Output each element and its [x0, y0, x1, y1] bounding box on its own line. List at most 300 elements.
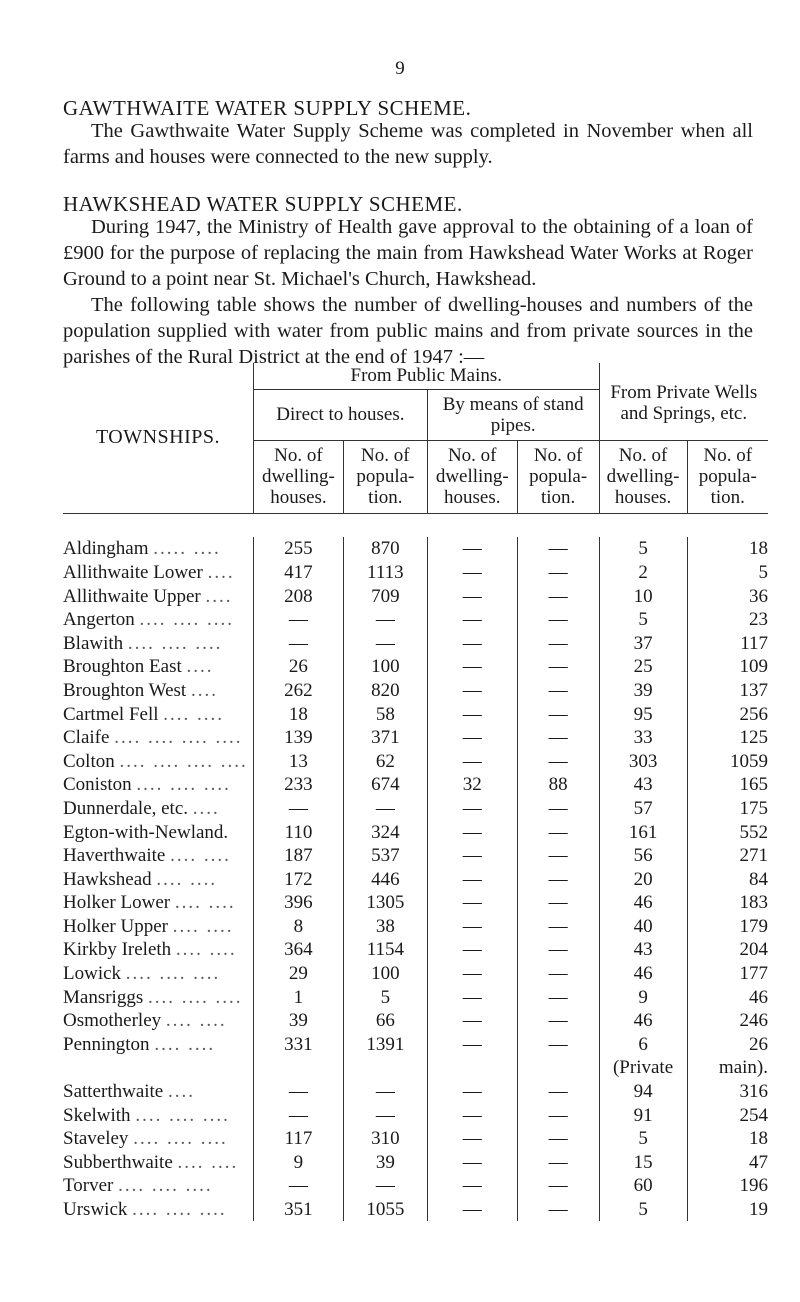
standpipe-dwellings-cell: — — [427, 915, 517, 939]
township-name: Allithwaite Lower — [63, 561, 203, 583]
township-cell — [63, 749, 253, 773]
private-dwellings-cell: 95 — [599, 702, 687, 726]
township-name: Osmotherley — [63, 1010, 162, 1032]
private-population-cell: 271 — [687, 844, 768, 868]
standpipe-dwellings-cell: — — [427, 1033, 517, 1057]
leader-dots: .... .... .... — [135, 1104, 230, 1126]
direct-dwellings-cell: 396 — [253, 891, 343, 915]
standpipe-population-cell: — — [517, 537, 599, 561]
table-row — [63, 679, 768, 703]
table-row — [63, 537, 768, 561]
direct-dwellings-cell: 187 — [253, 844, 343, 868]
direct-dwellings-cell: 262 — [253, 679, 343, 703]
standpipe-dwellings-cell: 32 — [427, 773, 517, 797]
direct-population-cell: 5 — [343, 985, 427, 1009]
standpipe-dwellings-header: No. of dwelling-houses. — [427, 440, 517, 513]
private-dwellings-header: No. of dwelling-houses. — [599, 440, 687, 513]
direct-population-cell: 1154 — [343, 938, 427, 962]
leader-dots: .... .... .... — [139, 609, 235, 631]
standpipe-dwellings-cell: — — [427, 1174, 517, 1198]
gawthwaite-text: The Gawthwaite Water Supply Scheme was completed in November when all farms and houses were connected to the new supply. — [63, 120, 753, 168]
table-row — [63, 1033, 768, 1057]
township-cell — [63, 1009, 253, 1033]
township-cell — [63, 985, 253, 1009]
township-cell — [63, 1127, 253, 1151]
direct-population-cell: 674 — [343, 773, 427, 797]
direct-dwellings-cell: 364 — [253, 938, 343, 962]
township-name: Egton-with-Newland. — [63, 821, 229, 843]
direct-dwellings-cell: — — [253, 1080, 343, 1104]
private-dwellings-cell: 5 — [599, 1127, 687, 1151]
private-population-cell: 5 — [687, 561, 768, 585]
table-row — [63, 726, 768, 750]
direct-population-cell: — — [343, 1080, 427, 1104]
township-cell — [63, 773, 253, 797]
pennington-note-row — [63, 1056, 768, 1080]
direct-dwellings-cell: 255 — [253, 537, 343, 561]
table-row — [63, 1198, 768, 1222]
standpipe-population-cell: — — [517, 985, 599, 1009]
leader-dots: .... — [190, 679, 218, 701]
direct-dwellings-cell: 208 — [253, 584, 343, 608]
table-row — [63, 1127, 768, 1151]
direct-dwellings-header: No. of dwelling-houses. — [253, 440, 343, 513]
direct-dwellings-cell: 172 — [253, 867, 343, 891]
direct-dwellings-cell: — — [253, 1103, 343, 1127]
private-population-cell: 316 — [687, 1080, 768, 1104]
township-cell — [63, 726, 253, 750]
standpipe-population-cell: — — [517, 655, 599, 679]
standpipe-population-cell: — — [517, 797, 599, 821]
gawthwaite-heading: GAWTHWAITE WATER SUPPLY SCHEME. — [63, 96, 472, 120]
township-cell — [63, 561, 253, 585]
standpipe-dwellings-cell: — — [427, 655, 517, 679]
private-population-cell: 109 — [687, 655, 768, 679]
direct-population-cell: 1305 — [343, 891, 427, 915]
leader-dots: .... .... — [174, 892, 236, 914]
direct-population-cell: 709 — [343, 584, 427, 608]
township-name: Colton — [63, 750, 115, 772]
standpipe-dwellings-cell: — — [427, 1151, 517, 1175]
leader-dots: .... — [205, 585, 233, 607]
leader-dots: ..... .... — [153, 538, 221, 560]
table-row — [63, 820, 768, 844]
direct-dwellings-cell: 331 — [253, 1033, 343, 1057]
township-name: Kirkby Ireleth — [63, 939, 172, 961]
direct-population-cell: 324 — [343, 820, 427, 844]
table-row — [63, 773, 768, 797]
private-dwellings-cell: 46 — [599, 891, 687, 915]
leader-dots: .... — [168, 1081, 195, 1103]
standpipe-dwellings-cell: — — [427, 1198, 517, 1222]
stand-pipes-header: By means of stand pipes. — [427, 389, 599, 440]
private-population-cell: 26 — [687, 1033, 768, 1057]
direct-population-cell: 1391 — [343, 1033, 427, 1057]
township-name: Staveley — [63, 1128, 129, 1150]
standpipe-population-cell: — — [517, 938, 599, 962]
township-cell — [63, 1174, 253, 1198]
direct-dwellings-cell: 18 — [253, 702, 343, 726]
leader-dots: .... — [186, 656, 214, 678]
private-population-cell: 256 — [687, 702, 768, 726]
leader-dots: .... .... — [170, 845, 231, 867]
table-row — [63, 561, 768, 585]
direct-population-cell: 371 — [343, 726, 427, 750]
private-dwellings-cell: 6 — [599, 1033, 687, 1057]
table-row — [63, 1174, 768, 1198]
township-cell — [63, 631, 253, 655]
standpipe-population-cell: — — [517, 608, 599, 632]
township-cell — [63, 537, 253, 561]
public-mains-header: From Public Mains. — [253, 363, 599, 389]
standpipe-population-cell: — — [517, 702, 599, 726]
leader-dots: .... .... .... — [136, 774, 231, 796]
township-cell — [63, 584, 253, 608]
private-dwellings-cell: 25 — [599, 655, 687, 679]
private-dwellings-cell: 303 — [599, 749, 687, 773]
township-cell — [63, 1033, 253, 1057]
private-population-header: No. of popula-tion. — [687, 440, 768, 513]
private-dwellings-cell: 43 — [599, 773, 687, 797]
direct-dwellings-cell: 233 — [253, 773, 343, 797]
township-name: Skelwith — [63, 1104, 131, 1126]
township-name: Subberthwaite — [63, 1151, 173, 1173]
leader-dots: .... .... — [156, 868, 218, 890]
table-row — [63, 797, 768, 821]
direct-population-cell: 39 — [343, 1151, 427, 1175]
direct-population-header: No. of popula-tion. — [343, 440, 427, 513]
private-population-cell: 125 — [687, 726, 768, 750]
table-row — [63, 655, 768, 679]
private-sources-header: From Private Wells and Springs, etc. — [599, 363, 768, 440]
standpipe-population-cell: — — [517, 820, 599, 844]
private-dwellings-cell: 60 — [599, 1174, 687, 1198]
township-name: Mansriggs — [63, 986, 144, 1008]
direct-dwellings-cell: 39 — [253, 1009, 343, 1033]
table-intro-paragraph — [63, 292, 753, 370]
direct-population-cell: 58 — [343, 702, 427, 726]
township-cell — [63, 1103, 253, 1127]
direct-population-cell: 1113 — [343, 561, 427, 585]
private-population-cell: 204 — [687, 938, 768, 962]
standpipe-dwellings-cell: — — [427, 1127, 517, 1151]
direct-dwellings-cell: 1 — [253, 985, 343, 1009]
private-dwellings-cell: 94 — [599, 1080, 687, 1104]
standpipe-dwellings-cell: — — [427, 891, 517, 915]
direct-dwellings-cell: — — [253, 608, 343, 632]
leader-dots: .... .... — [154, 1033, 216, 1055]
standpipe-population-cell: 88 — [517, 773, 599, 797]
standpipe-population-cell: — — [517, 1198, 599, 1222]
direct-dwellings-cell: 117 — [253, 1127, 343, 1151]
standpipe-population-cell: — — [517, 631, 599, 655]
direct-population-cell: 38 — [343, 915, 427, 939]
private-population-cell: 246 — [687, 1009, 768, 1033]
direct-dwellings-cell: 13 — [253, 749, 343, 773]
standpipe-dwellings-cell: — — [427, 867, 517, 891]
township-name: Pennington — [63, 1033, 150, 1055]
township-cell — [63, 702, 253, 726]
table-row — [63, 1151, 768, 1175]
townships-header: TOWNSHIPS. — [63, 363, 253, 513]
private-population-cell: 137 — [687, 679, 768, 703]
private-dwellings-cell: 56 — [599, 844, 687, 868]
private-dwellings-cell: 10 — [599, 584, 687, 608]
standpipe-dwellings-cell: — — [427, 608, 517, 632]
direct-population-cell: 820 — [343, 679, 427, 703]
standpipe-population-cell: — — [517, 679, 599, 703]
township-cell — [63, 1151, 253, 1175]
private-population-cell: 18 — [687, 537, 768, 561]
standpipe-population-cell: — — [517, 962, 599, 986]
standpipe-dwellings-cell: — — [427, 1009, 517, 1033]
private-dwellings-cell: 37 — [599, 631, 687, 655]
direct-population-cell: — — [343, 631, 427, 655]
direct-dwellings-cell: 110 — [253, 820, 343, 844]
township-cell — [63, 891, 253, 915]
township-cell — [63, 938, 253, 962]
table-row — [63, 1009, 768, 1033]
table-row — [63, 1080, 768, 1104]
gawthwaite-paragraph — [63, 118, 753, 170]
township-cell — [63, 797, 253, 821]
private-population-cell: 23 — [687, 608, 768, 632]
direct-dwellings-cell: 8 — [253, 915, 343, 939]
township-cell — [63, 679, 253, 703]
direct-population-cell: 62 — [343, 749, 427, 773]
private-dwellings-cell: 33 — [599, 726, 687, 750]
standpipe-population-cell: — — [517, 1127, 599, 1151]
table-row — [63, 1103, 768, 1127]
township-name: Angerton — [63, 609, 135, 631]
direct-dwellings-cell: — — [253, 631, 343, 655]
private-dwellings-cell: 5 — [599, 1198, 687, 1222]
direct-population-cell: 537 — [343, 844, 427, 868]
standpipe-dwellings-cell: — — [427, 985, 517, 1009]
township-name: Coniston — [63, 774, 132, 796]
direct-dwellings-cell: — — [253, 797, 343, 821]
leader-dots: .... — [192, 797, 220, 819]
standpipe-population-cell: — — [517, 1080, 599, 1104]
water-supply-table — [63, 363, 768, 1221]
standpipe-population-cell: — — [517, 1103, 599, 1127]
standpipe-dwellings-cell: — — [427, 797, 517, 821]
private-dwellings-cell: 5 — [599, 537, 687, 561]
private-dwellings-cell: 57 — [599, 797, 687, 821]
direct-dwellings-cell: — — [253, 1174, 343, 1198]
township-cell — [63, 1198, 253, 1222]
private-population-cell: 1059 — [687, 749, 768, 773]
table-row — [63, 962, 768, 986]
direct-population-cell: 1055 — [343, 1198, 427, 1222]
township-name: Holker Lower — [63, 892, 171, 914]
standpipe-population-cell: — — [517, 915, 599, 939]
direct-population-cell: 100 — [343, 655, 427, 679]
pennington-note-b: main). — [687, 1056, 768, 1080]
township-name: Satterthwaite — [63, 1081, 164, 1103]
township-name: Haverthwaite — [63, 845, 166, 867]
township-name: Holker Upper — [63, 915, 168, 937]
leader-dots: .... .... .... — [133, 1128, 228, 1150]
private-dwellings-cell: 5 — [599, 608, 687, 632]
hawkshead-heading: HAWKSHEAD WATER SUPPLY SCHEME. — [63, 192, 463, 216]
standpipe-dwellings-cell: — — [427, 679, 517, 703]
private-population-cell: 46 — [687, 985, 768, 1009]
direct-dwellings-cell: 351 — [253, 1198, 343, 1222]
township-name: Allithwaite Upper — [63, 585, 201, 607]
table-row — [63, 985, 768, 1009]
township-name: Blawith — [63, 632, 124, 654]
private-population-cell: 175 — [687, 797, 768, 821]
township-cell — [63, 962, 253, 986]
standpipe-population-cell: — — [517, 1151, 599, 1175]
standpipe-dwellings-cell: — — [427, 631, 517, 655]
leader-dots: .... .... .... .... — [114, 727, 243, 749]
table-intro-text: The following table shows the number of dwelling-houses and numbers of the population supplied with water from public mains and from private sources in the parishes of the Rural District at the end of 1947 :— — [63, 294, 753, 368]
standpipe-population-cell: — — [517, 844, 599, 868]
standpipe-population-cell: — — [517, 749, 599, 773]
leader-dots: .... .... — [177, 1151, 239, 1173]
private-dwellings-cell: 43 — [599, 938, 687, 962]
leader-dots: .... .... .... .... — [119, 750, 248, 772]
private-population-cell: 117 — [687, 631, 768, 655]
township-name: Hawkshead — [63, 868, 152, 890]
private-population-cell: 19 — [687, 1198, 768, 1222]
township-name: Torver — [63, 1175, 114, 1197]
page-number: 9 — [395, 58, 405, 79]
standpipe-population-cell: — — [517, 1174, 599, 1198]
leader-dots: .... .... — [163, 703, 225, 725]
standpipe-population-cell: — — [517, 584, 599, 608]
table-row — [63, 844, 768, 868]
private-population-cell: 18 — [687, 1127, 768, 1151]
private-dwellings-cell: 161 — [599, 820, 687, 844]
standpipe-population-cell: — — [517, 561, 599, 585]
standpipe-population-cell: — — [517, 1009, 599, 1033]
private-population-cell: 552 — [687, 820, 768, 844]
standpipe-dwellings-cell: — — [427, 1103, 517, 1127]
private-dwellings-cell: 91 — [599, 1103, 687, 1127]
leader-dots: .... .... — [165, 1010, 227, 1032]
table-row — [63, 867, 768, 891]
leader-dots: .... .... .... — [127, 632, 223, 654]
leader-dots: .... .... — [175, 939, 237, 961]
township-name: Aldingham — [63, 538, 149, 560]
private-population-cell: 47 — [687, 1151, 768, 1175]
private-dwellings-cell: 40 — [599, 915, 687, 939]
township-cell — [63, 844, 253, 868]
direct-population-cell: — — [343, 1174, 427, 1198]
table-row — [63, 891, 768, 915]
direct-dwellings-cell: 417 — [253, 561, 343, 585]
table-row — [63, 749, 768, 773]
township-name: Broughton East — [63, 656, 182, 678]
direct-population-cell: 100 — [343, 962, 427, 986]
standpipe-dwellings-cell: — — [427, 938, 517, 962]
direct-dwellings-cell: 9 — [253, 1151, 343, 1175]
standpipe-dwellings-cell: — — [427, 702, 517, 726]
standpipe-dwellings-cell: — — [427, 584, 517, 608]
township-cell — [63, 655, 253, 679]
private-dwellings-cell: 9 — [599, 985, 687, 1009]
private-population-cell: 179 — [687, 915, 768, 939]
township-name: Cartmel Fell — [63, 703, 159, 725]
township-name: Claife — [63, 727, 110, 749]
private-population-cell: 183 — [687, 891, 768, 915]
direct-population-cell: 66 — [343, 1009, 427, 1033]
private-population-cell: 254 — [687, 1103, 768, 1127]
table-row — [63, 702, 768, 726]
table-body — [63, 513, 768, 1221]
standpipe-dwellings-cell: — — [427, 820, 517, 844]
table-row — [63, 631, 768, 655]
direct-dwellings-cell: 29 — [253, 962, 343, 986]
direct-population-cell: — — [343, 608, 427, 632]
leader-dots: .... — [207, 561, 235, 583]
hawkshead-paragraph — [63, 214, 753, 292]
township-name: Lowick — [63, 963, 122, 985]
table-row — [63, 608, 768, 632]
township-name: Dunnerdale, etc. — [63, 797, 189, 819]
township-cell — [63, 867, 253, 891]
private-dwellings-cell: 46 — [599, 962, 687, 986]
direct-dwellings-cell: 26 — [253, 655, 343, 679]
direct-population-cell: — — [343, 1103, 427, 1127]
leader-dots: .... .... .... — [132, 1199, 227, 1221]
table-row — [63, 915, 768, 939]
standpipe-population-cell: — — [517, 1033, 599, 1057]
direct-population-cell: — — [343, 797, 427, 821]
private-dwellings-cell: 15 — [599, 1151, 687, 1175]
township-cell — [63, 608, 253, 632]
direct-population-cell: 310 — [343, 1127, 427, 1151]
hawkshead-loan-text: During 1947, the Ministry of Health gave approval to the obtaining of a loan of £900 for the purpose of replacing the main from Hawkshead Water Works at Roger Ground to a point near St. Michael's Church, Hawkshead. — [63, 216, 753, 290]
leader-dots: .... .... — [172, 915, 234, 937]
direct-to-houses-header: Direct to houses. — [253, 389, 427, 440]
private-dwellings-cell: 20 — [599, 867, 687, 891]
private-dwellings-cell: 39 — [599, 679, 687, 703]
standpipe-dwellings-cell: — — [427, 537, 517, 561]
table-row — [63, 584, 768, 608]
private-dwellings-cell: 2 — [599, 561, 687, 585]
standpipe-population-cell: — — [517, 726, 599, 750]
township-cell — [63, 915, 253, 939]
leader-dots: .... .... .... — [147, 986, 243, 1008]
direct-dwellings-cell: 139 — [253, 726, 343, 750]
standpipe-dwellings-cell: — — [427, 1080, 517, 1104]
direct-population-cell: 870 — [343, 537, 427, 561]
standpipe-population-header: No. of popula-tion. — [517, 440, 599, 513]
private-population-cell: 84 — [687, 867, 768, 891]
township-cell — [63, 1080, 253, 1104]
standpipe-population-cell: — — [517, 867, 599, 891]
private-population-cell: 165 — [687, 773, 768, 797]
township-name: Broughton West — [63, 679, 187, 701]
direct-population-cell: 446 — [343, 867, 427, 891]
private-population-cell: 196 — [687, 1174, 768, 1198]
standpipe-population-cell: — — [517, 891, 599, 915]
private-population-cell: 36 — [687, 584, 768, 608]
standpipe-dwellings-cell: — — [427, 749, 517, 773]
table-row — [63, 938, 768, 962]
township-cell — [63, 820, 253, 844]
standpipe-dwellings-cell: — — [427, 726, 517, 750]
standpipe-dwellings-cell: — — [427, 962, 517, 986]
pennington-note-a: (Private — [599, 1056, 687, 1080]
private-population-cell: 177 — [687, 962, 768, 986]
private-dwellings-cell: 46 — [599, 1009, 687, 1033]
leader-dots: .... .... .... — [125, 963, 221, 985]
